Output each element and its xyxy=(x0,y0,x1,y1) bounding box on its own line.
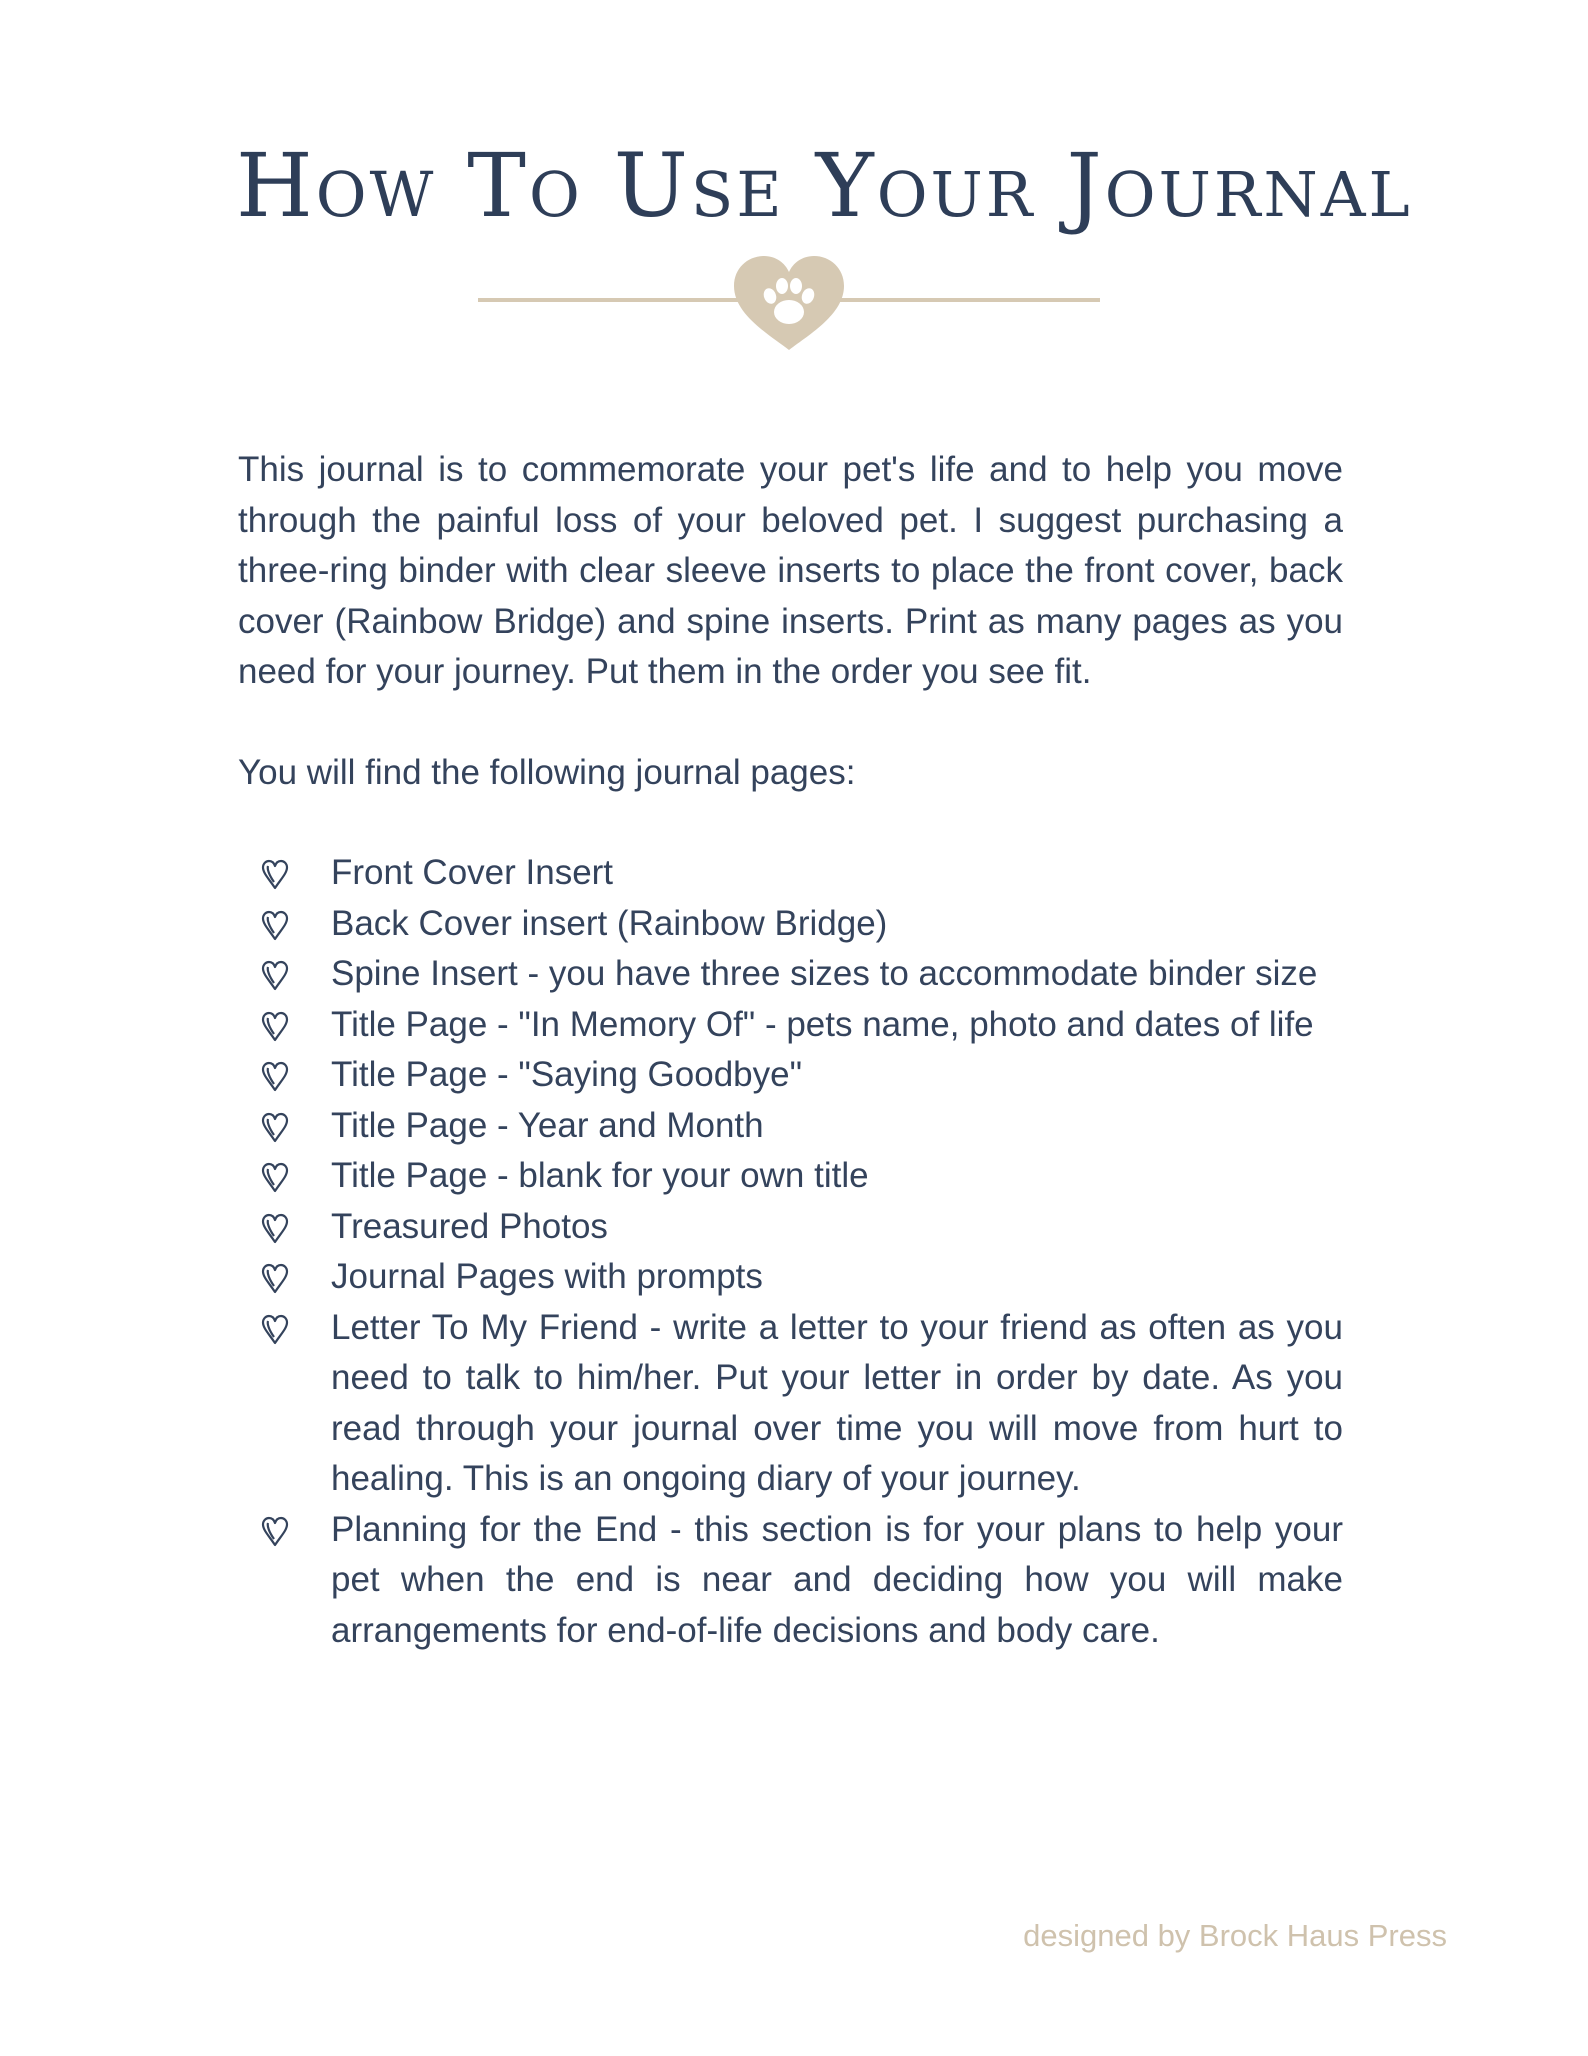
intro-paragraph: This journal is to commemorate your pet's life and to help you move through the painful loss of your beloved pet. I suggest purchasing a three-ring binder with clear sleeve inserts to place the front cover, back cover (Rainbow Bridge) and spine inserts. Print as many pages as you need for your journey. Put them in the order you see fit. xyxy=(238,450,1343,691)
list-item-text: Title Page - blank for your own title xyxy=(331,1156,869,1195)
page-title: How To Use Your Journal xyxy=(236,134,1413,237)
heart-outline-icon xyxy=(260,910,290,942)
list-item-text: Journal Pages with prompts xyxy=(331,1257,763,1296)
list-item xyxy=(238,1505,1343,1657)
heart-outline-icon xyxy=(260,1516,290,1548)
heart-outline-icon xyxy=(260,1162,290,1194)
journal-pages-list xyxy=(238,848,1343,1656)
heart-outline-icon xyxy=(260,1011,290,1043)
heart-outline-icon xyxy=(260,1112,290,1144)
list-item-text: Front Cover Insert xyxy=(331,853,614,892)
list-item-text: Planning for the End - this section is for your plans to help your pet when the end is near and deciding how you will make arrangements for end-of-life decisions and body care. xyxy=(331,1509,1343,1650)
title-divider xyxy=(478,250,1100,360)
list-item xyxy=(238,1252,1343,1303)
heart-outline-icon xyxy=(260,859,290,891)
list-item-text: Treasured Photos xyxy=(331,1206,608,1246)
list-intro: You will find the following journal pages: xyxy=(238,752,856,792)
heart-outline-icon xyxy=(260,1263,290,1295)
list-item xyxy=(238,1101,1343,1152)
list-item-text: Title Page - "Saying Goodbye" xyxy=(331,1055,803,1094)
list-item-text: Letter To My Friend - write a letter to your friend as often as you need to talk to him/her. Put your letter in order by date. As you read through your journal over time you will move from hurt to healing. This is an ongoing diary of your journey. xyxy=(331,1307,1343,1498)
heart-outline-icon xyxy=(260,960,290,992)
list-item xyxy=(238,1050,1343,1101)
list-item xyxy=(238,1202,1343,1253)
journal-instructions xyxy=(238,445,1343,1656)
heart-paw-icon xyxy=(734,256,844,350)
heart-outline-icon xyxy=(260,1213,290,1245)
footer-credit: designed by Brock Haus Press xyxy=(1023,1918,1447,1953)
list-item-text: Spine Insert - you have three sizes to accommodate binder size xyxy=(331,954,1318,993)
list-item-text: Title Page - Year and Month xyxy=(331,1105,764,1145)
list-item-text: Back Cover insert (Rainbow Bridge) xyxy=(331,903,888,943)
list-item xyxy=(238,848,1343,899)
heart-outline-icon xyxy=(260,1061,290,1093)
list-item xyxy=(238,949,1343,1000)
list-item xyxy=(238,1303,1343,1505)
list-item xyxy=(238,899,1343,950)
list-item xyxy=(238,1000,1343,1051)
list-item xyxy=(238,1151,1343,1202)
list-item-text: Title Page - "In Memory Of" - pets name, photo and dates of life xyxy=(331,1004,1314,1044)
heart-outline-icon xyxy=(260,1314,290,1346)
